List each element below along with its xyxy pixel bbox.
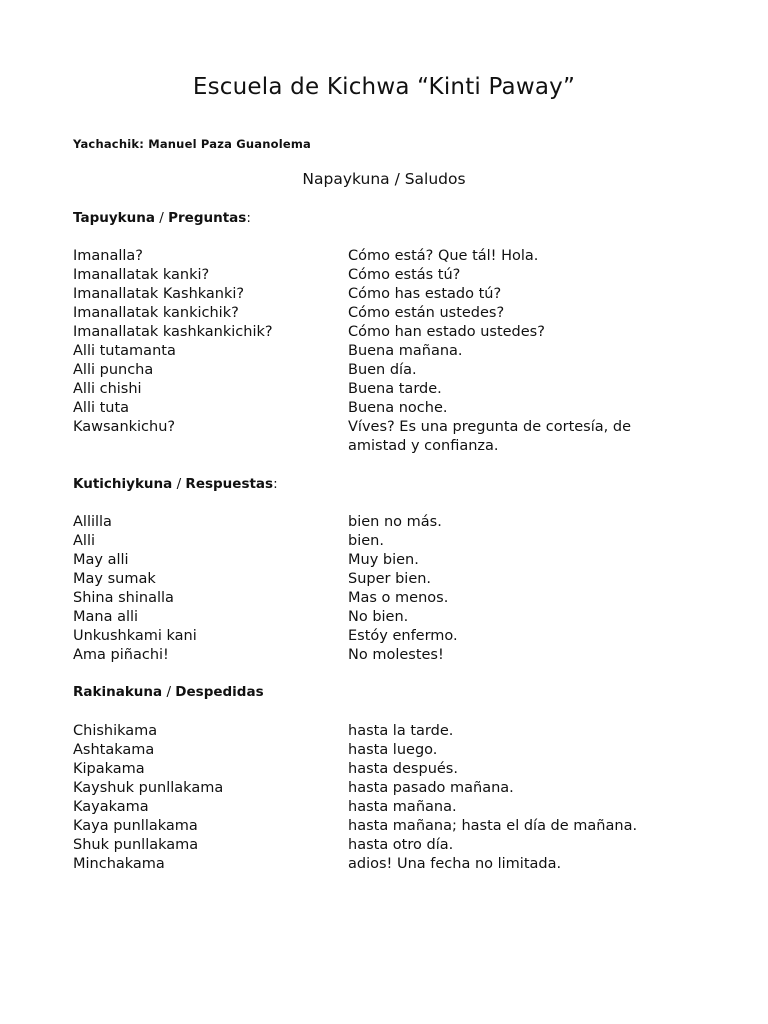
spanish-translation: Super bien. <box>348 571 432 587</box>
spanish-translation: Buena noche. <box>348 400 448 416</box>
vocabulary-row <box>73 608 673 627</box>
vocabulary-list-respuestas <box>73 513 673 665</box>
vocabulary-row <box>73 266 673 285</box>
kichwa-term: Imanalla? <box>73 248 144 264</box>
spanish-translation: Cómo está? Que tál! Hola. <box>348 248 539 264</box>
spanish-translation: Cómo han estado ustedes? <box>348 324 545 340</box>
kichwa-term: Kaya punllakama <box>73 818 198 834</box>
section-heading-spanish: Preguntas <box>168 210 247 226</box>
spanish-translation: No bien. <box>348 609 409 625</box>
vocabulary-row <box>73 551 673 570</box>
kichwa-term: Alli <box>73 533 96 549</box>
section-heading-separator: / <box>162 684 176 700</box>
spanish-translation: hasta pasado mañana. <box>348 780 514 796</box>
section-heading-colon: : <box>246 210 251 226</box>
kichwa-term: Imanallatak kashkankichik? <box>73 324 273 340</box>
kichwa-term: Alli puncha <box>73 362 154 378</box>
vocabulary-row <box>73 779 673 798</box>
vocabulary-row <box>73 741 673 760</box>
kichwa-term: Minchakama <box>73 856 165 872</box>
kichwa-term: Ashtakama <box>73 742 155 758</box>
spanish-translation: hasta después. <box>348 761 458 777</box>
section-heading-spanish: Respuestas <box>185 476 274 492</box>
vocabulary-row <box>73 798 673 817</box>
section-heading-respuestas <box>73 476 278 492</box>
spanish-translation: Cómo has estado tú? <box>348 286 502 302</box>
spanish-translation: hasta otro día. <box>348 837 454 853</box>
vocabulary-row <box>73 836 673 855</box>
kichwa-term: May alli <box>73 552 129 568</box>
kichwa-term: Chishikama <box>73 723 158 739</box>
kichwa-term: Kawsankichu? <box>73 419 176 435</box>
spanish-translation: bien no más. <box>348 514 442 530</box>
document-title: Escuela de Kichwa “Kinti Paway” <box>192 74 576 100</box>
spanish-translation: adios! Una fecha no limitada. <box>348 856 562 872</box>
section-heading-kichwa: Tapuykuna <box>73 210 155 226</box>
kichwa-term: Ama piñachi! <box>73 647 169 663</box>
vocabulary-row <box>73 855 673 874</box>
vocabulary-row <box>73 418 673 456</box>
section-heading-preguntas <box>73 210 251 226</box>
teacher-line: Yachachik: Manuel Paza Guanolema <box>73 137 312 151</box>
kichwa-term: May sumak <box>73 571 156 587</box>
spanish-translation: hasta luego. <box>348 742 438 758</box>
vocabulary-row <box>73 513 673 532</box>
spanish-translation: Buena mañana. <box>348 343 463 359</box>
kichwa-term: Kayakama <box>73 799 149 815</box>
spanish-translation: Estóy enfermo. <box>348 628 458 644</box>
spanish-translation: hasta mañana; hasta el día de mañana. <box>348 818 638 834</box>
kichwa-term: Kayshuk punllakama <box>73 780 224 796</box>
section-heading-separator: / <box>172 476 186 492</box>
vocabulary-row <box>73 589 673 608</box>
section-heading-kichwa: Rakinakuna <box>73 684 163 700</box>
vocabulary-row <box>73 361 673 380</box>
vocabulary-row <box>73 722 673 741</box>
vocabulary-row <box>73 380 673 399</box>
vocabulary-list-preguntas <box>73 247 673 456</box>
vocabulary-row <box>73 304 673 323</box>
kichwa-term: Alli tutamanta <box>73 343 176 359</box>
document-subtitle: Napaykuna / Saludos <box>302 170 466 188</box>
kichwa-term: Shuk punllakama <box>73 837 199 853</box>
vocabulary-row <box>73 570 673 589</box>
vocabulary-row <box>73 817 673 836</box>
spanish-translation: Buena tarde. <box>348 381 442 397</box>
spanish-translation: Cómo están ustedes? <box>348 305 505 321</box>
kichwa-term: Kipakama <box>73 761 145 777</box>
vocabulary-row <box>73 285 673 304</box>
kichwa-term: Alli chishi <box>73 381 142 397</box>
section-heading-spanish: Despedidas <box>175 684 264 700</box>
spanish-translation: Buen día. <box>348 362 417 378</box>
section-heading-separator: / <box>154 210 169 226</box>
vocabulary-row <box>73 627 673 646</box>
vocabulary-list-despedidas <box>73 722 673 874</box>
vocabulary-row <box>73 532 673 551</box>
kichwa-term: Shina shinalla <box>73 590 174 606</box>
vocabulary-row <box>73 247 673 266</box>
spanish-translation: hasta mañana. <box>348 799 457 815</box>
section-heading-kichwa: Kutichiykuna <box>73 476 173 492</box>
spanish-translation: bien. <box>348 533 384 549</box>
kichwa-term: Imanallatak kanki? <box>73 267 210 283</box>
section-heading-despedidas <box>73 684 264 700</box>
spanish-translation: Cómo estás tú? <box>348 267 461 283</box>
kichwa-term: Unkushkami kani <box>73 628 197 644</box>
vocabulary-row <box>73 760 673 779</box>
kichwa-term: Imanallatak Kashkanki? <box>73 286 245 302</box>
spanish-translation: Mas o menos. <box>348 590 449 606</box>
spanish-translation: Muy bien. <box>348 552 419 568</box>
vocabulary-row <box>73 323 673 342</box>
kichwa-term: Imanallatak kankichik? <box>73 305 239 321</box>
vocabulary-row <box>73 342 673 361</box>
spanish-translation: hasta la tarde. <box>348 723 454 739</box>
vocabulary-row <box>73 399 673 418</box>
spanish-translation: Víves? Es una pregunta de cortesía, de amistad y confianza. <box>348 419 631 454</box>
vocabulary-row <box>73 646 673 665</box>
kichwa-term: Mana alli <box>73 609 139 625</box>
spanish-translation: No molestes! <box>348 647 444 663</box>
section-heading-colon: : <box>273 476 278 492</box>
kichwa-term: Allilla <box>73 514 112 530</box>
kichwa-term: Alli tuta <box>73 400 130 416</box>
